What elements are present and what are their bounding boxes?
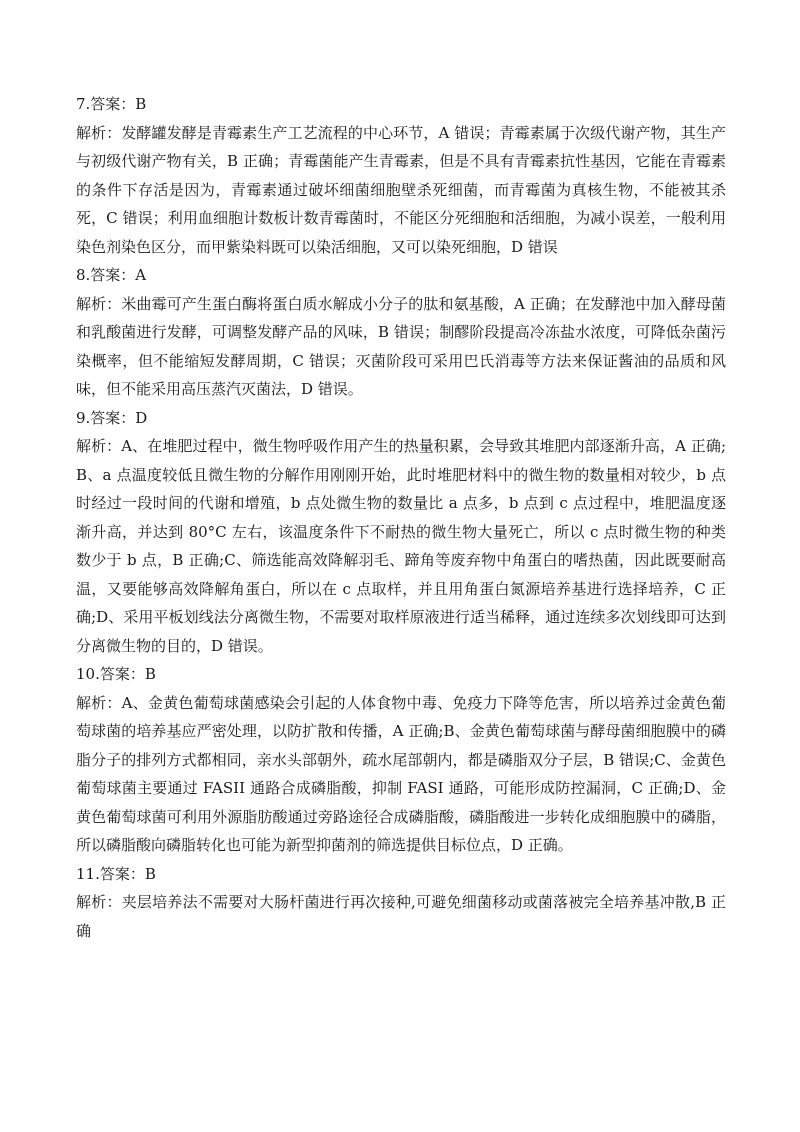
answer-entry-7 xyxy=(76,90,726,261)
analysis-text: 解析：米曲霉可产生蛋白酶将蛋白质水解成小分子的肽和氨基酸，A 正确；在发酵池中加入酵母菌和乳酸菌进行发酵，可调整发酵产品的风味，B 错误；制醪阶段提高冷冻盐水浓度，可降低杂菌污染概率，但不能缩短发酵周期，C 错误；灭菌阶段可采用巴氏消毒等方法来保证酱油的品质和风味，但不能采用高压蒸汽灭菌法，D 错误。 xyxy=(76,294,726,398)
answer-heading: 10.答案：B xyxy=(76,665,156,683)
answer-entry-9 xyxy=(76,404,726,661)
answer-entry-10 xyxy=(76,660,726,860)
answer-heading: 7.答案：B xyxy=(76,95,147,113)
analysis-text: 解析：A、金黄色葡萄球菌感染会引起的人体食物中毒、免疫力下降等危害，所以培养过金黄色葡萄球菌的培养基应严密处理，以防扩散和传播，A 正确;B、金黄色葡萄球菌与酵母菌细胞膜中的磷脂分子的排列方式都相同，亲水头部朝外，疏水尾部朝内，都是磷脂双分子层，B 错误;C、金黄色葡萄球菌主要通过 FASII 通路合成磷脂酸，抑制 FASI 通路，可能形成防控漏洞，C 正确;D、金黄色葡萄球菌可利用外源脂肪酸通过旁路途径合成磷脂酸，磷脂酸进一步转化成细胞膜中的磷脂，所以磷脂酸向磷脂转化也可能为新型抑菌剂的筛选提供目标位点，D 正确。 xyxy=(76,693,726,854)
answer-entry-11 xyxy=(76,860,726,946)
answer-heading: 11.答案：B xyxy=(76,864,156,883)
answer-heading: 8.答案：A xyxy=(76,266,147,284)
analysis-text: 解析：夹层培养法不需要对大肠杆菌进行再次接种,可避免细菌移动或菌落被完全培养基冲散,B 正确 xyxy=(76,893,726,940)
analysis-text: 解析：A、在堆肥过程中，微生物呼吸作用产生的热量积累，会导致其堆肥内部逐渐升高，A 正确;B、a 点温度较低且微生物的分解作用刚刚开始，此时堆肥材料中的微生物的数量相对较少，b 点时经过一段时间的代谢和增殖，b 点处微生物的数量比 a 点多，b 点到 c 点过程中，堆肥温度逐渐升高，并达到 80°C 左右，该温度条件下不耐热的微生物大量死亡，所以 c 点时微生物的种类数少于 b 点，B 正确;C、筛选能高效降解羽毛、蹄角等废弃物中角蛋白的嗜热菌，因此既要耐高温，又要能够高效降解角蛋白，所以在 c 点取样，并且用角蛋白氮源培养基进行选择培养，C 正确;D、采用平板划线法分离微生物，不需要对取样原液进行适当稀释，通过连续多次划线即可达到分离微生物的目的，D 错误。 xyxy=(76,437,726,655)
answer-entry-8 xyxy=(76,261,726,404)
analysis-text: 解析：发酵罐发酵是青霉素生产工艺流程的中心环节，A 错误；青霉素属于次级代谢产物，其生产与初级代谢产物有关，B 正确；青霉菌能产生青霉素，但是不具有青霉素抗性基因，它能在青霉素的条件下存活是因为，青霉素通过破坏细菌细胞壁杀死细菌，而青霉菌为真核生物，不能被其杀死，C 错误；利用血细胞计数板计数青霉菌时，不能区分死细胞和活细胞，为减小误差，一般利用染色剂染色区分，而甲紫染料既可以染活细胞，又可以染死细胞，D 错误 xyxy=(76,123,726,256)
answer-sheet-page xyxy=(76,90,726,945)
answer-heading: 9.答案：D xyxy=(76,408,148,427)
